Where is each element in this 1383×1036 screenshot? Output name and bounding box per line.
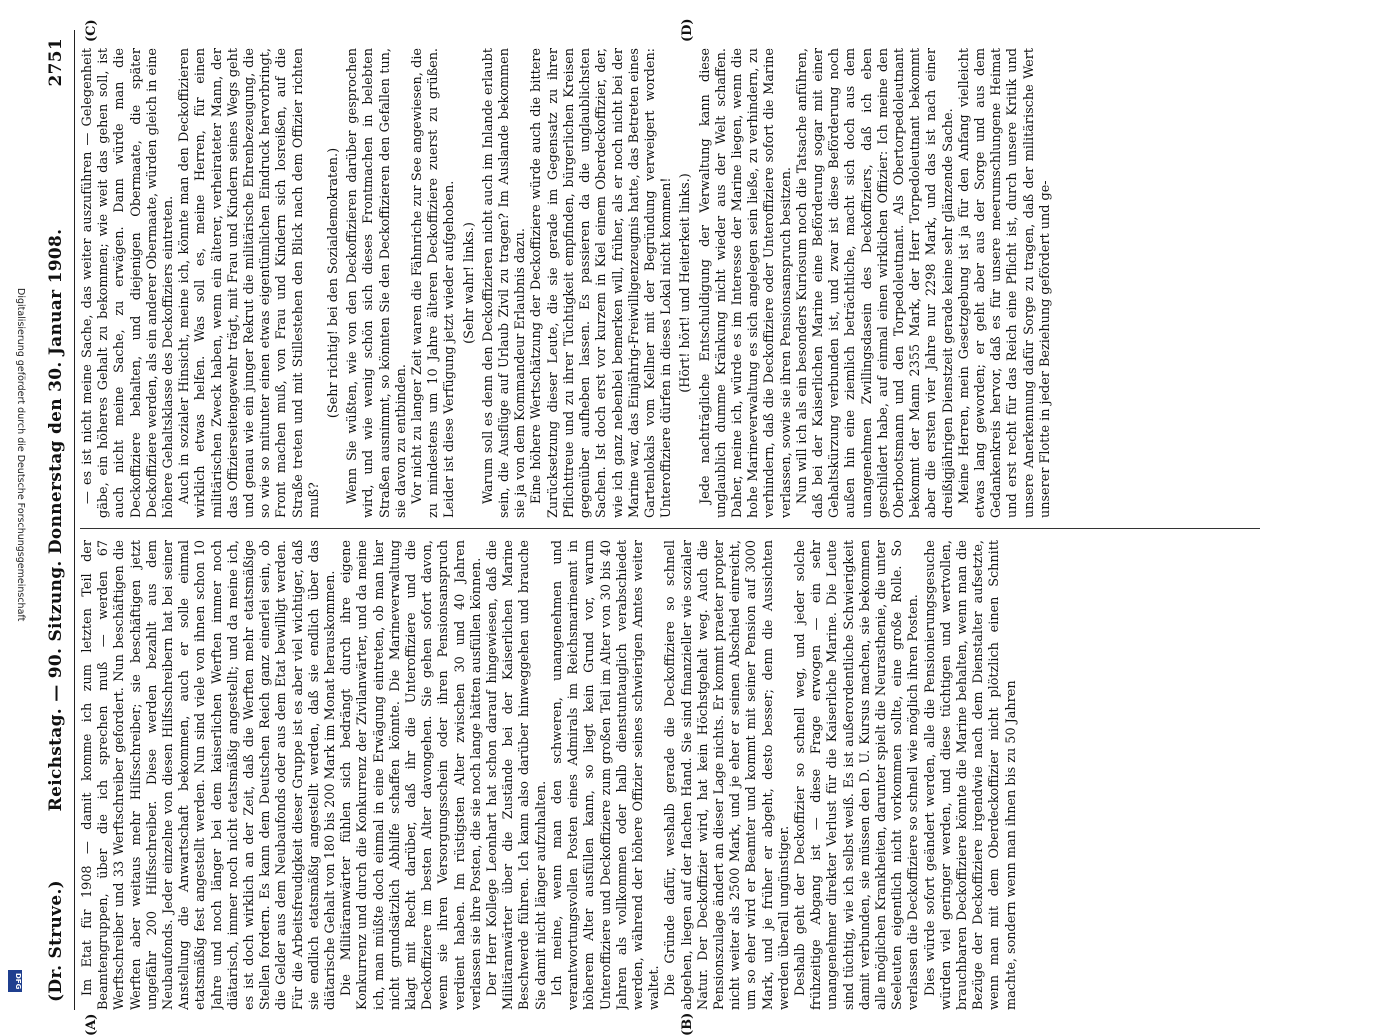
- paragraph: Vor nicht zu langer Zeit waren die Fähnriche zur See angewiesen, die zu mindestens um 10 Jahre älteren Deckoffiziere zuerst zu grüßen. Leider ist diese Verfügung jetzt wieder aufgehoben.: [410, 48, 458, 518]
- paragraph: Meine Herren, mein Gesetzgebung ist ja für den Anfang vielleicht etwas lang geworden; er geht aber aus der Sorge und aus dem Gedankenkreis hervor, daß es für unsere meerumschlungene Heimat und erst recht für das Reich eine Pflicht ist, durch unsere Kritik und unsere Anerkennung dafür Sorge zu tragen, daß der militärische Wert unserer Flotte in jeder Beziehung gefördert und ge-: [956, 48, 1053, 518]
- paragraph: Die Militäranwärter fühlen sich bedrängt durch ihre eigene Konkurrenz und durch die Konkurrenz der Zivilanwärter, und da meine ich, man müßte doch einmal in eine Erwägung eintreten, ob man hier nicht grundsätzlich Abhilfe schaffen könnte. Die Marineverwaltung klagt mit Recht darüber, daß ihr die Unteroffiziere und die Deckoffiziere im besten Alter davongehen. Sie gehen sofort davon, wenn sie ihren Versorgungsschein oder ihren Pensionsanspruch verdient haben. Im rüstigsten Alter zwischen 30 und 40 Jahren verlassen sie ihre Posten, die sie noch lange hätten ausfüllen können.: [339, 540, 484, 1010]
- digitization-credit: Digitalisierung gefördert durch die Deutsche Forschungsgemeinschaft: [15, 288, 26, 622]
- page-number: 2751: [46, 38, 66, 87]
- paragraph: — es ist nicht meine Sache, das weiter auszuführen — Gelegenheit gäbe, ein höheres Gehalt zu bekommen; wie weit das gehen soll, ist auch nicht meine Sache, zu erwägen. Dann würde man die Deckoffiziere behalten, und diejenigen Obermaate, die später Deckoffiziere werden, als ein anderer Obermaate, würden gleich in eine höhere Gehaltsklasse des Deckoffiziers eintreten.: [80, 48, 177, 518]
- left-column: [80, 540, 1260, 1010]
- paragraph: Der Herr Kollege Leonhart hat schon darauf hingewiesen, daß die Militäranwärter über die Zustände bei der Kaiserlichen Marine Beschwerde führen. Ich kann also darüber hinweggehen und brauche Sie damit nicht länger aufzuhalten.: [485, 540, 549, 1010]
- column-divider: [80, 528, 1260, 529]
- paragraph: Deshalb geht der Deckoffizier so schnell weg, und jeder solche frühzeitige Abgang ist — diese Frage erwogen — ein sehr unangenehmer direkter Verlust für die Kaiserliche Marine. Die Leute sind tüchtig, wie ich selbst weiß. Es ist außerordentliche Schwierigkeit damit verbunden, sie müssen den D. U. Kursus machen, sie bekommen alle möglichen Krankheiten, darunter spielt die Neurasthenie, die unter Seeleuten eigentlich nicht vorkommen sollte, eine große Rolle. So verlassen die Deckoffiziere so schnell wie möglich ihren Posten.: [792, 540, 922, 1010]
- paragraph: (Hört! hört! und Heiterkeit links.): [678, 173, 694, 393]
- paragraph: (Sehr wahr! links.): [461, 222, 477, 344]
- paragraph: Auch in sozialer Hinsicht, meine ich, könnte man den Deckoffizieren wirklich etwas helfen. Was soll es, meine Herren, für einen militärischen Zweck haben, wenn ein älterer, verheirateter Mann, der das Offizierseitengewehr trägt, mit Frau und Kindern seines Wegs geht und genau wie ein junger Rekrut die militärische Ehrenbezeugung, die so wie so mitunter einen etwas eigentümlichen Eindruck hervorbringt, Front machen muß, von Frau und Kindern sich losreißen, auf die Straße treten und mit Stillestehen den Blick nach dem Offizier richten muß?: [177, 48, 322, 518]
- paragraph: Die Gründe dafür, weshalb gerade die Deckoffiziere so schnell abgehen, liegen auf der flachen Hand. Sie sind finanzieller wie sozialer Natur. Der Deckoffizier wird, hat kein Höchstgehalt weg. Auch die Pensionszulage ändert an dieser Lage nichts. Er kommt praeter propter nicht weiter als 2500 Mark, und je eher er seinen Abschied einreicht, um so eher wird er Beamter und kommt mit seiner Pension auf 3000 Mark, und je früher er abgeht, desto besser; denn die Aussichten werden überall ungünstiger.: [663, 540, 792, 1010]
- page-header: [40, 30, 75, 1010]
- text-columns: [80, 30, 1260, 1010]
- paragraph: Ich meine, wenn man den schweren, unangenehmen und verantwortungsvollen Posten eines Admirals im Reichsmarineamt in höherem Alter ausfüllen kann, so liegt kein Grund vor, warum Unteroffiziere und Deckoffiziere zum großen Teil im Alter von 30 bis 40 Jahren als vollkommen oder halb dienstuntauglich verabschiedet werden, während der höhere Offizier seines schwierigen Amtes weiter waltet.: [549, 540, 663, 1010]
- right-column: [80, 48, 1260, 518]
- paragraph: Warum soll es denn den Deckoffizieren nicht auch im Inlande erlaubt sein, die Ausflüge auf Urlaub Zivil zu tragen? Im Auslande bekommen sie ja von dem Kommandeur Erlaubnis dazu.: [480, 48, 529, 518]
- margin-marker-d: (D): [680, 18, 695, 42]
- paragraph: Wenn Sie wüßten, wie von den Deckoffizieren darüber gesprochen wird, und wie wenig schön sich dieses Frontmachen in belebten Straßen ausnimmt, so könnten Sie den Deckoffizieren den Gefallen tun, sie davon zu entbinden.: [345, 48, 409, 518]
- paragraph: Im Etat für 1908 — damit komme ich zum letzten Teil der Beamtengruppen, über die ich sprechen muß — werden 67 Werftschreiber und 33 Werftschreiber gefordert. Nun beschäftigen die Werften aber weitaus mehr Hilfsschreiber; sie beschäftigen jetzt ungefähr 200 Hilfsschreiber. Diese werden bezahlt aus dem Neubaufonds. Jeder einzelne von diesen Hilfsschreibern hat bei seiner Anstellung die Anwartschaft bekommen, auch er solle einmal etatsmäßig fest angestellt werden. Nun sind viele von ihnen schon 10 Jahre und noch länger bei dem kaiserlichen Werften immer noch diätarisch, immer noch nicht etatsmäßig angestellt; und da meine ich, es ist doch wirklich an der Zeit, daß die Werften mehr etatsmäßige Stellen fordern. Es kann dem Deutschen Reich ganz einerlei sein, ob die Gelder aus dem Neubaufonds oder aus dem Etat bewilligt werden. Für die Arbeitsfreudigkeit dieser Gruppe ist es aber viel wichtiger, daß sie endlich etatsmäßig angestellt werden, daß sie endlich über das diätarische Gehalt von 180 bis 200 Mark im Monat herauskommen.: [80, 540, 339, 1010]
- paragraph: Nun will ich als ein besonders Kuriosum noch die Tatsache anführen, daß bei der Kaiserlichen Marine eine Beförderung sogar mit einer Gehaltskürzung verbunden ist, und zwar ist diese Beförderung noch außen hin eine ziemlich beträchtliche, macht sich doch aus dem unangenehmen Zwillingsdasein des Deckoffiziers, daß ich eben geschildert habe, auf einmal einen wirklichen Offizier: Ich meine den Oberbootsmann und den Torpedoleutnant. Als Obertorpedoleutnant bekommt der Mann 2355 Mark, der Herr Torpedoleutnant bekommt aber die ersten vier Jahre nur 2298 Mark, und das ist nach einer dreißigjährigen Dienstzeit gerade keine sehr glänzende Sache.: [794, 48, 956, 518]
- paragraph: (Sehr richtig! bei den Sozialdemokraten.): [326, 147, 342, 419]
- margin-marker-c: (C): [84, 19, 99, 42]
- margin-marker-b: (B): [680, 1012, 695, 1036]
- margin-marker-a: (A): [84, 1013, 99, 1036]
- paragraph: Dies würde sofort geändert werden, alle die Pensionierungsgesuche würden viel geringer werden, und diese tüchtigen und wertvollen, brauchbaren Deckoffiziere könnte die Marine behalten, wenn man die Bezüge der Deckoffiziere irgendwie nach dem Dienstalter aufsetzte, wenn man mit dem Oberdeckoffizier nicht plötzlich einen Schnitt machte, sondern wenn man ihnen bis zu 50 Jahren: [922, 540, 1019, 1010]
- paragraph: Eine höhere Wertschätzung der Deckoffiziere würde auch die bittere Zurücksetzung dieser Leute, die sie gerade im Gegensatz zu ihrer Pflichttreue und zu ihrer Tüchtigkeit empfinden, bürgerlichen Kreisen gegenüber aufheben lassen. Es passieren da die unglaublichsten Sachen. Ist doch erst vor kurzem in Kiel einem Oberdeckoffizier, der, wie ich ganz nebenbei bemerken will, früher, als er noch nicht bei der Marine war, das Einjährig-Freiwilligenzeugnis hatte, das Betreten eines Gartenlokals vom Kellner mit der Begründung verweigert worden: Unteroffiziere dürfen in dieses Lokal nicht kommen!: [529, 48, 675, 518]
- speaker-label: (Dr. Struve.): [46, 879, 66, 1002]
- paragraph: Jede nachträgliche Entschuldigung der Verwaltung kann diese unglaublich dumme Kränkung nicht wieder aus der Welt schaffen. Daher, meine ich, würde es im Interesse der Marine liegen, wenn die hohe Marineverwaltung es sich angelegen sein ließe, zu verhindern, zu verhindern, daß die Deckoffiziere oder Unteroffiziere sofort die Marine verlassen, sowie sie ihren Pensionsanspruch besitzen.: [697, 48, 794, 518]
- page-title: Reichstag. — 90. Sitzung. Donnerstag den 30. Januar 1908.: [46, 228, 66, 812]
- rotated-newspaper-page: [40, 18, 1270, 1036]
- dfg-logo: DFG: [8, 970, 22, 992]
